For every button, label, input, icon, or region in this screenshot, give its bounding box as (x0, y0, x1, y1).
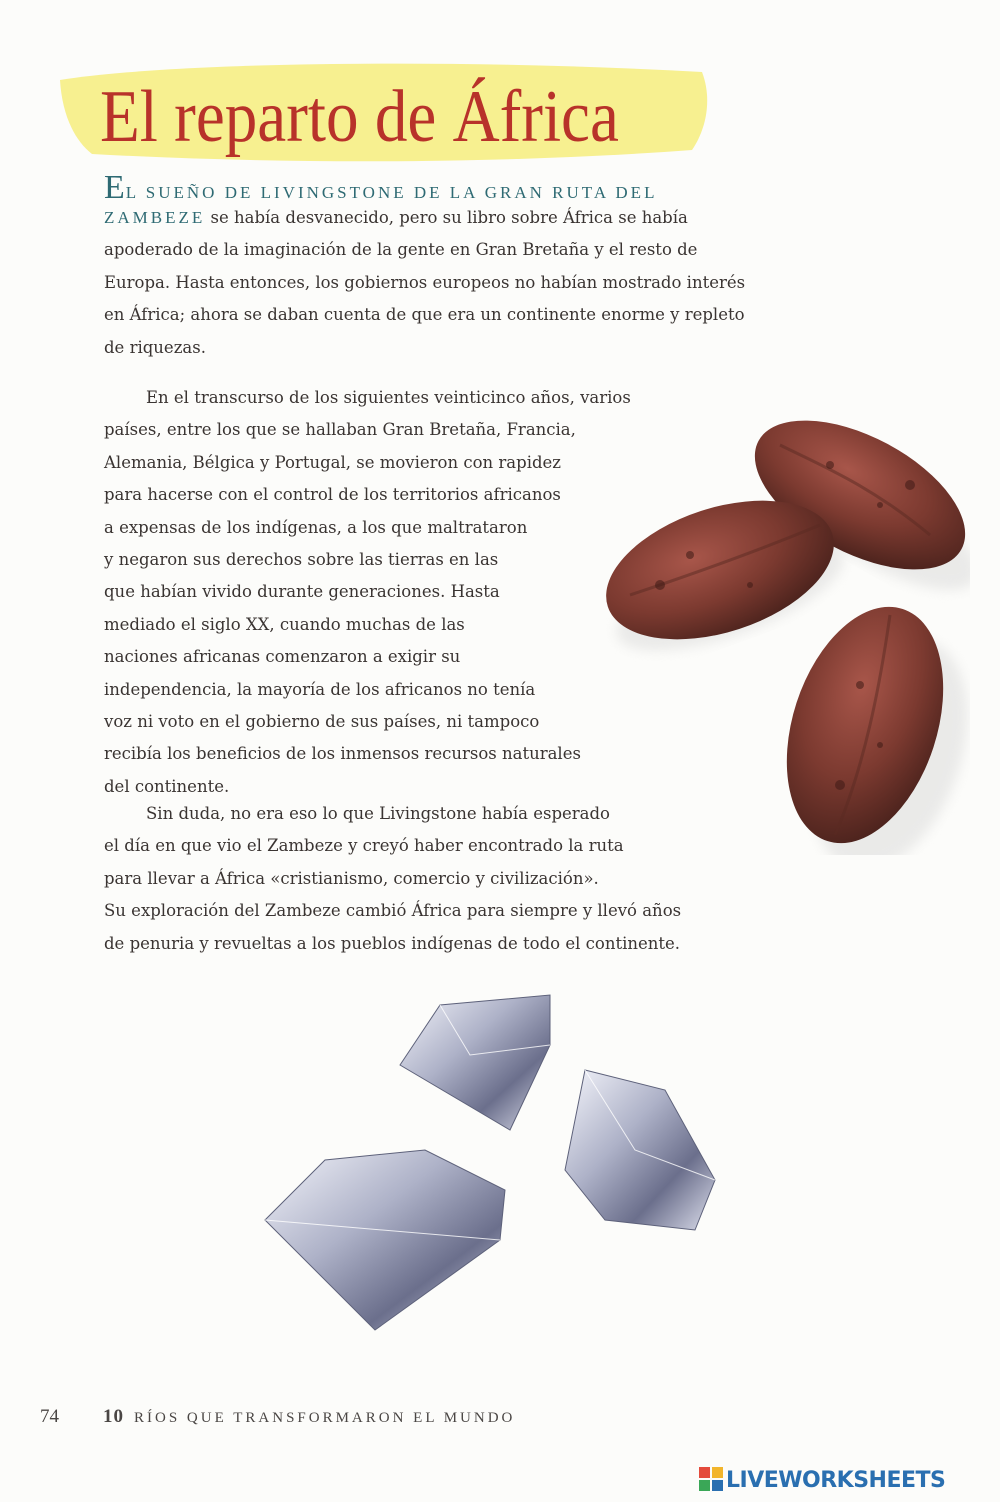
text-line: Alemania, Bélgica y Portugal, se movieron con rapidez (104, 452, 561, 472)
diamonds-image (250, 985, 750, 1345)
text-line: mediado el siglo XX, cuando muchas de las (104, 614, 465, 634)
text-line: a expensas de los indígenas, a los que maltrataron (104, 517, 528, 537)
text-line: del continente. (104, 776, 230, 796)
lead-small-caps-2: ZAMBEZE (104, 208, 206, 227)
text-line: Europa. Hasta entonces, los gobiernos europeos no habían mostrado interés (104, 272, 746, 292)
paragraph-1-line-2 (104, 202, 745, 234)
page-number: 74 (40, 1406, 59, 1427)
diamond-2 (565, 1070, 715, 1230)
paragraph-1 (104, 168, 745, 364)
diamond-1 (400, 995, 550, 1130)
watermark-text: LIVEWORKSHEETS (726, 1468, 946, 1493)
paragraph-2 (104, 382, 631, 803)
text-line: Sin duda, no era eso lo que Livingstone había esperado (146, 804, 610, 823)
text-line: de penuria y revueltas a los pueblos indígenas de todo el continente. (104, 933, 681, 953)
text-line: Su exploración del Zambeze cambió África para siempre y llevó años (104, 901, 682, 921)
text-line: recibía los beneficios de los inmensos recursos naturales (104, 744, 581, 764)
lead-small-caps: L SUEÑO DE LIVINGSTONE DE LA GRAN RUTA DEL (125, 183, 658, 202)
diamond-3 (265, 1150, 505, 1330)
text-line: de riquezas. (104, 337, 206, 357)
page-title: El reparto de África (100, 76, 619, 158)
text-line: apoderado de la imaginación de la gente en Gran Bretaña y el resto de (104, 240, 698, 260)
liveworksheets-watermark (698, 1466, 945, 1493)
drop-cap: E (104, 169, 126, 206)
cocoa-beans-image (590, 385, 970, 855)
text-line: se había desvanecido, pero su libro sobre África se había (205, 208, 688, 227)
text-line: para llevar a África «cristianismo, comercio y civilización». (104, 868, 599, 888)
text-line: países, entre los que se hallaban Gran Bretaña, Francia, (104, 420, 576, 440)
text-line: en África; ahora se daban cuenta de que era un continente enorme y repleto (104, 305, 745, 325)
page-footer (40, 1406, 515, 1428)
text-line: el día en que vio el Zambeze y creyó haber encontrado la ruta (104, 836, 624, 856)
text-line: naciones africanas comenzaron a exigir su (104, 647, 461, 667)
book-number: 10 (103, 1406, 124, 1427)
book-title: RÍOS QUE TRANSFORMARON EL MUNDO (134, 1410, 516, 1426)
text-line: para hacerse con el control de los territorios africanos (104, 485, 561, 505)
liveworksheets-logo-icon (698, 1466, 724, 1492)
paragraph-1-lead (104, 168, 745, 206)
text-line: En el transcurso de los siguientes veinticinco años, varios (146, 388, 631, 407)
text-line: y negaron sus derechos sobre las tierras en las (104, 549, 499, 569)
text-line: que habían vivido durante generaciones. Hasta (104, 582, 500, 602)
text-line: voz ni voto en el gobierno de sus países, ni tampoco (104, 711, 540, 731)
text-line: independencia, la mayoría de los africanos no tenía (104, 679, 536, 699)
